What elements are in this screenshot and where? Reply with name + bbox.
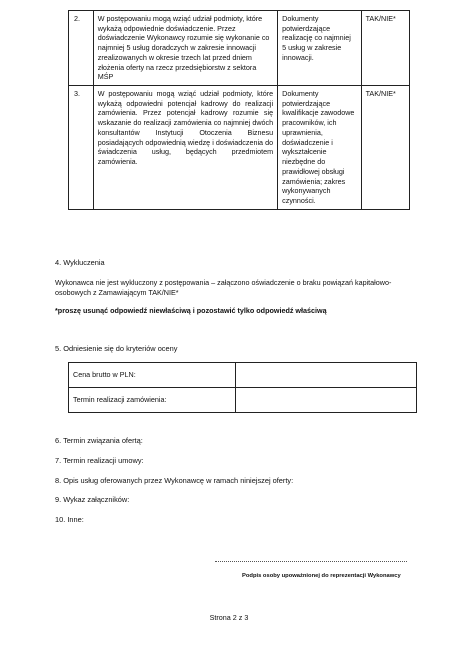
req-number: 2.: [69, 11, 94, 86]
req-yes-no: TAK/NIE*: [361, 86, 409, 210]
criteria-label: Cena brutto w PLN:: [69, 363, 236, 388]
req-description: W postępowaniu mogą wziąć udział podmioty, które wykażą odpowiednie doświadczenie. Przez doświadczenie Wykonawcy rozumie się wykonanie co najmniej 5 usług doradczych w zakresie innowacji zrealizowanych w okresie trzech lat przed dniem złożenia oferty na rzecz przedsiębiorstw z sektora MŚP: [93, 11, 277, 86]
req-number: 3.: [69, 86, 94, 210]
req-documents: Dokumenty potwierdzające kwalifikacje zawodowe pracowników, ich uprawnienia, doświadczenie i wykształcenie niezbędne do prawidłowej obsługi zamówienia; zakres wykonywanych czynności.: [278, 86, 361, 210]
criteria-value-field[interactable]: [236, 363, 417, 388]
item-8: 8. Opis usług oferowanych przez Wykonawcę w ramach niniejszej oferty:: [55, 476, 294, 485]
requirements-table: [68, 10, 410, 210]
req-yes-no: TAK/NIE*: [361, 11, 409, 86]
signature-line: [215, 561, 407, 562]
item-9: 9. Wykaz załączników:: [55, 495, 130, 504]
table-row: [69, 388, 417, 413]
req-description: W postępowaniu mogą wziąć udział podmioty, które wykażą odpowiedni potencjał kadrowy do realizacji zamówienia. Przez potencjał kadrowy rozumie się wskazanie do realizacji zamówienia co najmniej dwóch konsultantów Instytucji Otoczenia Biznesu posiadających odpowiednią wiedzę i doświadczenia do świadczenia usług, będących przedmiotem zamówienia.: [93, 86, 277, 210]
item-6: 6. Termin związania ofertą:: [55, 436, 143, 445]
item-7: 7. Termin realizacji umowy:: [55, 456, 144, 465]
section-4-text: Wykonawca nie jest wykluczony z postępowania – załączono oświadczenie o braku powiązań kapitałowo-osobowych z Zamawiającym TAK/NIE*: [55, 278, 392, 297]
section-5-heading: 5. Odniesienie się do kryteriów oceny: [55, 344, 178, 353]
page-number: Strona 2 z 3: [209, 613, 249, 622]
criteria-value-field[interactable]: [236, 388, 417, 413]
section-4-note: *proszę usunąć odpowiedź niewłaściwą i pozostawić tylko odpowiedź właściwą: [55, 306, 327, 315]
item-10: 10. Inne:: [55, 515, 84, 524]
table-row: [69, 363, 417, 388]
criteria-label: Termin realizacji zamówienia:: [69, 388, 236, 413]
req-documents: Dokumenty potwierdzające realizację co najmniej 5 usług w zakresie innowacji.: [278, 11, 361, 86]
criteria-table: [68, 362, 417, 413]
section-4-heading: 4. Wykluczenia: [55, 258, 105, 267]
signature-caption: Podpis osoby upoważnionej do reprezentacji Wykonawcy: [242, 573, 401, 579]
table-row: [69, 11, 410, 86]
table-row: [69, 86, 410, 210]
